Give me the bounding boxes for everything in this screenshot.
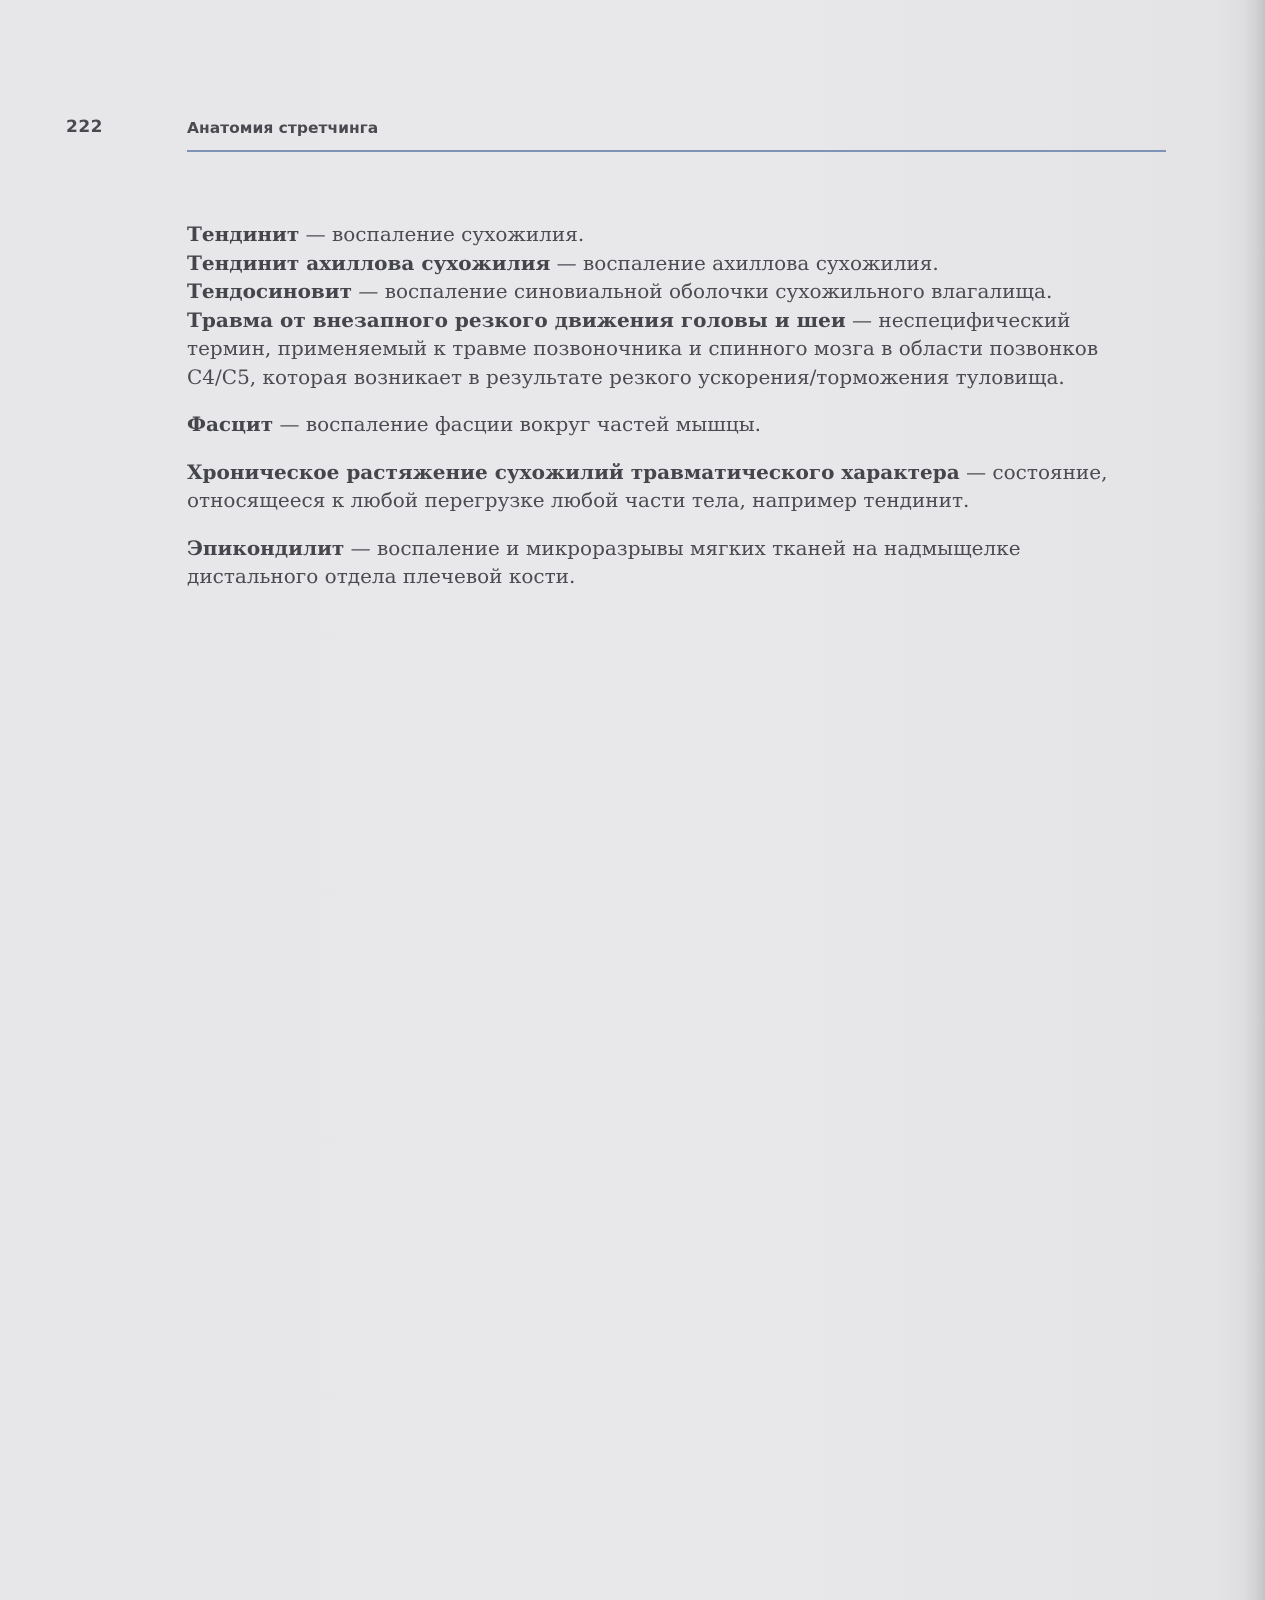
glossary-list [187,220,1147,591]
glossary-entry [187,534,1147,591]
glossary-term: Хроническое растяжение сухожилий травматического характера [187,459,960,484]
glossary-entry [187,249,1147,278]
glossary-term: Фасцит [187,412,274,436]
glossary-entry [187,277,1147,306]
page-number: 222 [66,117,103,137]
glossary-entry [187,458,1147,515]
running-title: Анатомия стретчинга [187,119,379,137]
glossary-definition: — воспаление ахиллова сухожилия. [550,250,939,275]
glossary-definition: — неспецифический термин, применяемый к травме позвоночника и спинного мозга в области позвонков C4/C5, которая возникает в результате резкого ускорения/торможения туловища. [187,307,1099,389]
glossary-term: Тендосиновит [187,279,353,303]
glossary-definition: — воспаление фасции вокруг частей мышцы. [273,412,761,436]
page-edge-shadow [1243,0,1265,1600]
glossary-term: Тендинит ахиллова сухожилия [187,250,551,275]
glossary-definition: — воспаление сухожилия. [299,222,585,246]
glossary-term: Тендинит [187,222,300,246]
glossary-entry [187,306,1147,392]
glossary-term: Эпикондилит [187,535,345,560]
glossary-term: Травма от внезапного резкого движения головы и шеи [187,307,846,332]
glossary-definition: — состояние, относящееся к любой перегрузке любой части тела, например тендинит. [187,459,1108,512]
header-rule [187,150,1166,152]
glossary-definition: — воспаление синовиальной оболочки сухожильного влагалища. [352,279,1053,303]
glossary-entry [187,410,1147,439]
glossary-entry [187,220,1147,249]
glossary-definition: — воспаление и микроразрывы мягких тканей на надмыщелке дистального отдела плечевой кости. [187,535,1021,588]
